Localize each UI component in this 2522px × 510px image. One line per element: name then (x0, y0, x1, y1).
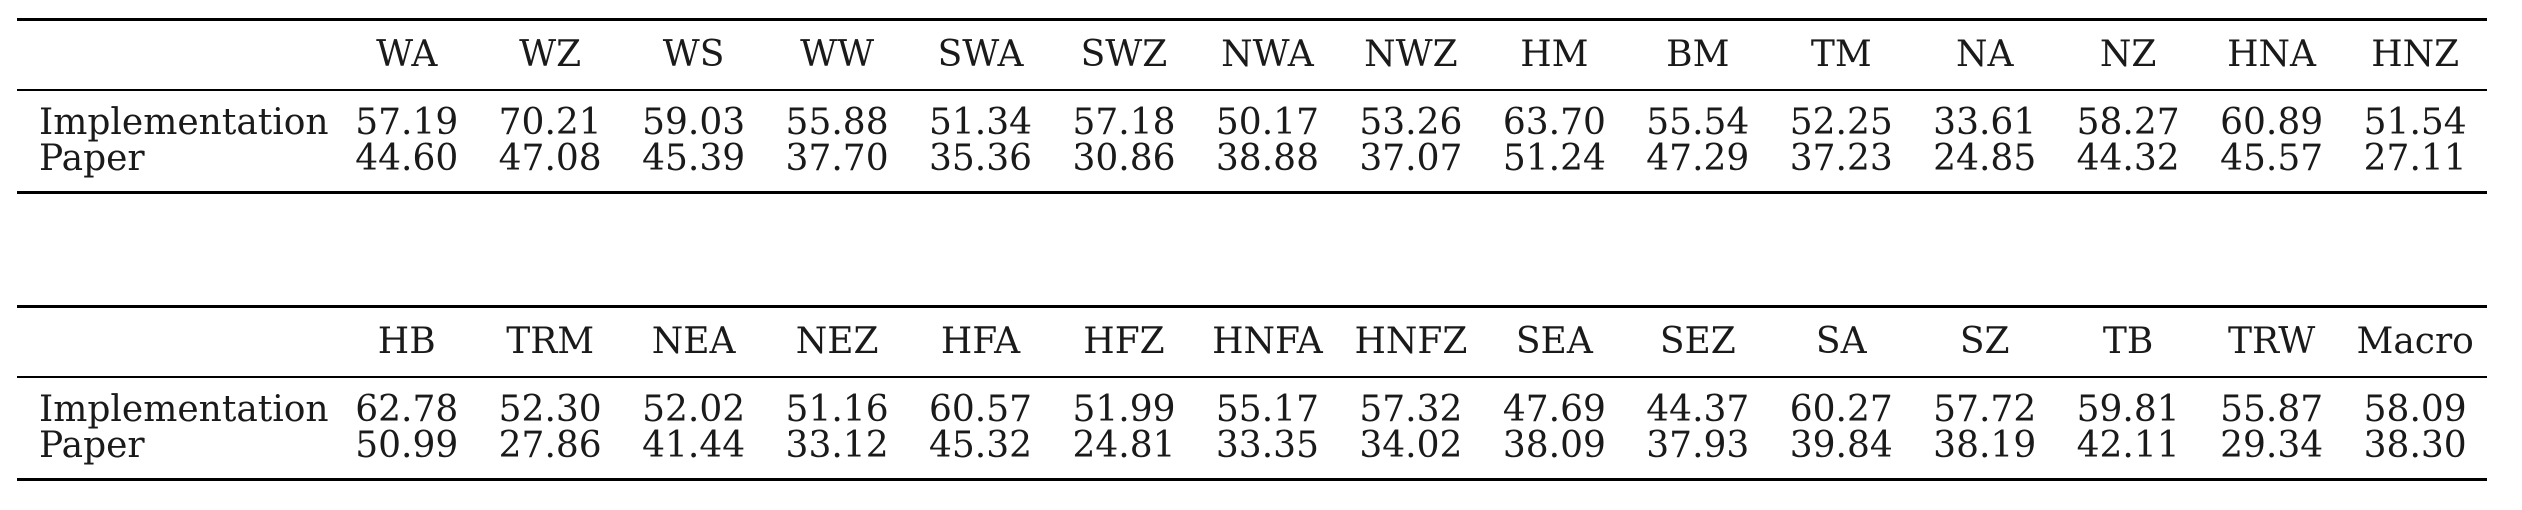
table-cell: 35.36 (909, 141, 1052, 193)
column-header: NWZ (1339, 20, 1482, 90)
table-cell: 33.61 (1933, 101, 2037, 143)
table-cell: 55.54 (1646, 101, 1750, 143)
column-header: NEZ (765, 307, 908, 377)
table-cell: 27.11 (2343, 141, 2487, 193)
table-cell: 29.34 (2200, 428, 2343, 480)
column-header: HFZ (1052, 307, 1195, 377)
column-header: NEA (622, 307, 765, 377)
table-cell: 47.29 (1626, 141, 1769, 193)
header-corner-cell (17, 20, 335, 90)
column-header: WA (335, 20, 478, 90)
table-cell: 51.99 (1072, 388, 1176, 430)
table-cell: 33.12 (765, 428, 908, 480)
column-header: HFA (909, 307, 1052, 377)
table-cell: 34.02 (1339, 428, 1482, 480)
column-header: TB (2056, 307, 2199, 377)
header-row (17, 307, 2487, 377)
table-cell: 51.24 (1483, 141, 1626, 193)
table-cell: 51.54 (2363, 101, 2467, 143)
table-cell: 37.23 (1770, 141, 1913, 193)
table-cell: 63.70 (1502, 101, 1606, 143)
table-row-implementation (17, 377, 2487, 428)
column-header: SEA (1483, 307, 1626, 377)
header-corner-cell (17, 307, 335, 377)
column-header: HNA (2200, 20, 2343, 90)
column-header: HNFA (1196, 307, 1339, 377)
column-header: TM (1770, 20, 1913, 90)
column-header: WS (622, 20, 765, 90)
table-row-paper (17, 428, 2487, 480)
table-cell: 38.19 (1913, 428, 2056, 480)
table-cell: 38.30 (2343, 428, 2487, 480)
table-cell: 60.57 (929, 388, 1033, 430)
column-header: HNFZ (1339, 307, 1482, 377)
column-header: Macro (2343, 307, 2487, 377)
table-cell: 45.32 (909, 428, 1052, 480)
table-cell: 42.11 (2056, 428, 2199, 480)
row-label: Implementation (39, 101, 329, 143)
table-row-paper (17, 141, 2487, 193)
table-cell: 52.02 (642, 388, 746, 430)
table-row-implementation (17, 90, 2487, 141)
table-cell: 37.07 (1339, 141, 1482, 193)
header-row (17, 20, 2487, 90)
table-cell: 44.60 (335, 141, 478, 193)
row-label: Paper (17, 428, 335, 480)
table-cell: 24.85 (1913, 141, 2056, 193)
table-cell: 41.44 (622, 428, 765, 480)
table-cell: 24.81 (1052, 428, 1195, 480)
column-header: SA (1770, 307, 1913, 377)
table-cell: 60.89 (2220, 101, 2324, 143)
table-cell: 39.84 (1770, 428, 1913, 480)
column-header: NA (1913, 20, 2056, 90)
table-cell: 52.25 (1789, 101, 1893, 143)
table-cell: 47.69 (1502, 388, 1606, 430)
column-header: SEZ (1626, 307, 1769, 377)
table-cell: 58.27 (2076, 101, 2180, 143)
table-cell: 44.37 (1646, 388, 1750, 430)
table-cell: 60.27 (1789, 388, 1893, 430)
column-header: NZ (2056, 20, 2199, 90)
table-cell: 30.86 (1052, 141, 1195, 193)
table-cell: 38.88 (1196, 141, 1339, 193)
table-cell: 50.99 (335, 428, 478, 480)
table-cell: 45.57 (2200, 141, 2343, 193)
row-label: Paper (17, 141, 335, 193)
table-cell: 70.21 (498, 101, 602, 143)
column-header: HB (335, 307, 478, 377)
table-cell: 57.72 (1933, 388, 2037, 430)
column-header: SZ (1913, 307, 2056, 377)
column-header: NWA (1196, 20, 1339, 90)
table-cell: 57.32 (1359, 388, 1463, 430)
table-cell: 47.08 (478, 141, 621, 193)
table-cell: 51.34 (929, 101, 1033, 143)
table-cell: 51.16 (785, 388, 889, 430)
column-header: TRW (2200, 307, 2343, 377)
row-label: Implementation (39, 388, 329, 430)
table-cell: 55.88 (785, 101, 889, 143)
table-cell: 55.87 (2220, 388, 2324, 430)
column-header: SWA (909, 20, 1052, 90)
table-cell: 55.17 (1215, 388, 1319, 430)
table-cell: 45.39 (622, 141, 765, 193)
table-cell: 38.09 (1483, 428, 1626, 480)
column-header: TRM (478, 307, 621, 377)
column-header: WW (765, 20, 908, 90)
table-cell: 58.09 (2363, 388, 2467, 430)
table-cell: 57.19 (355, 101, 459, 143)
table-cell: 44.32 (2056, 141, 2199, 193)
table-cell: 50.17 (1215, 101, 1319, 143)
table-cell: 62.78 (355, 388, 459, 430)
table-cell: 37.70 (765, 141, 908, 193)
column-header: HM (1483, 20, 1626, 90)
column-header: SWZ (1052, 20, 1195, 90)
table-cell: 52.30 (498, 388, 602, 430)
table-cell: 37.93 (1626, 428, 1769, 480)
table-cell: 59.81 (2076, 388, 2180, 430)
table-cell: 57.18 (1072, 101, 1176, 143)
column-header: HNZ (2343, 20, 2487, 90)
column-header: WZ (478, 20, 621, 90)
table-cell: 27.86 (478, 428, 621, 480)
table-cell: 53.26 (1359, 101, 1463, 143)
table-cell: 33.35 (1196, 428, 1339, 480)
results-table-top (17, 18, 2487, 194)
table-cell: 59.03 (642, 101, 746, 143)
results-table-bottom (17, 305, 2487, 481)
column-header: BM (1626, 20, 1769, 90)
